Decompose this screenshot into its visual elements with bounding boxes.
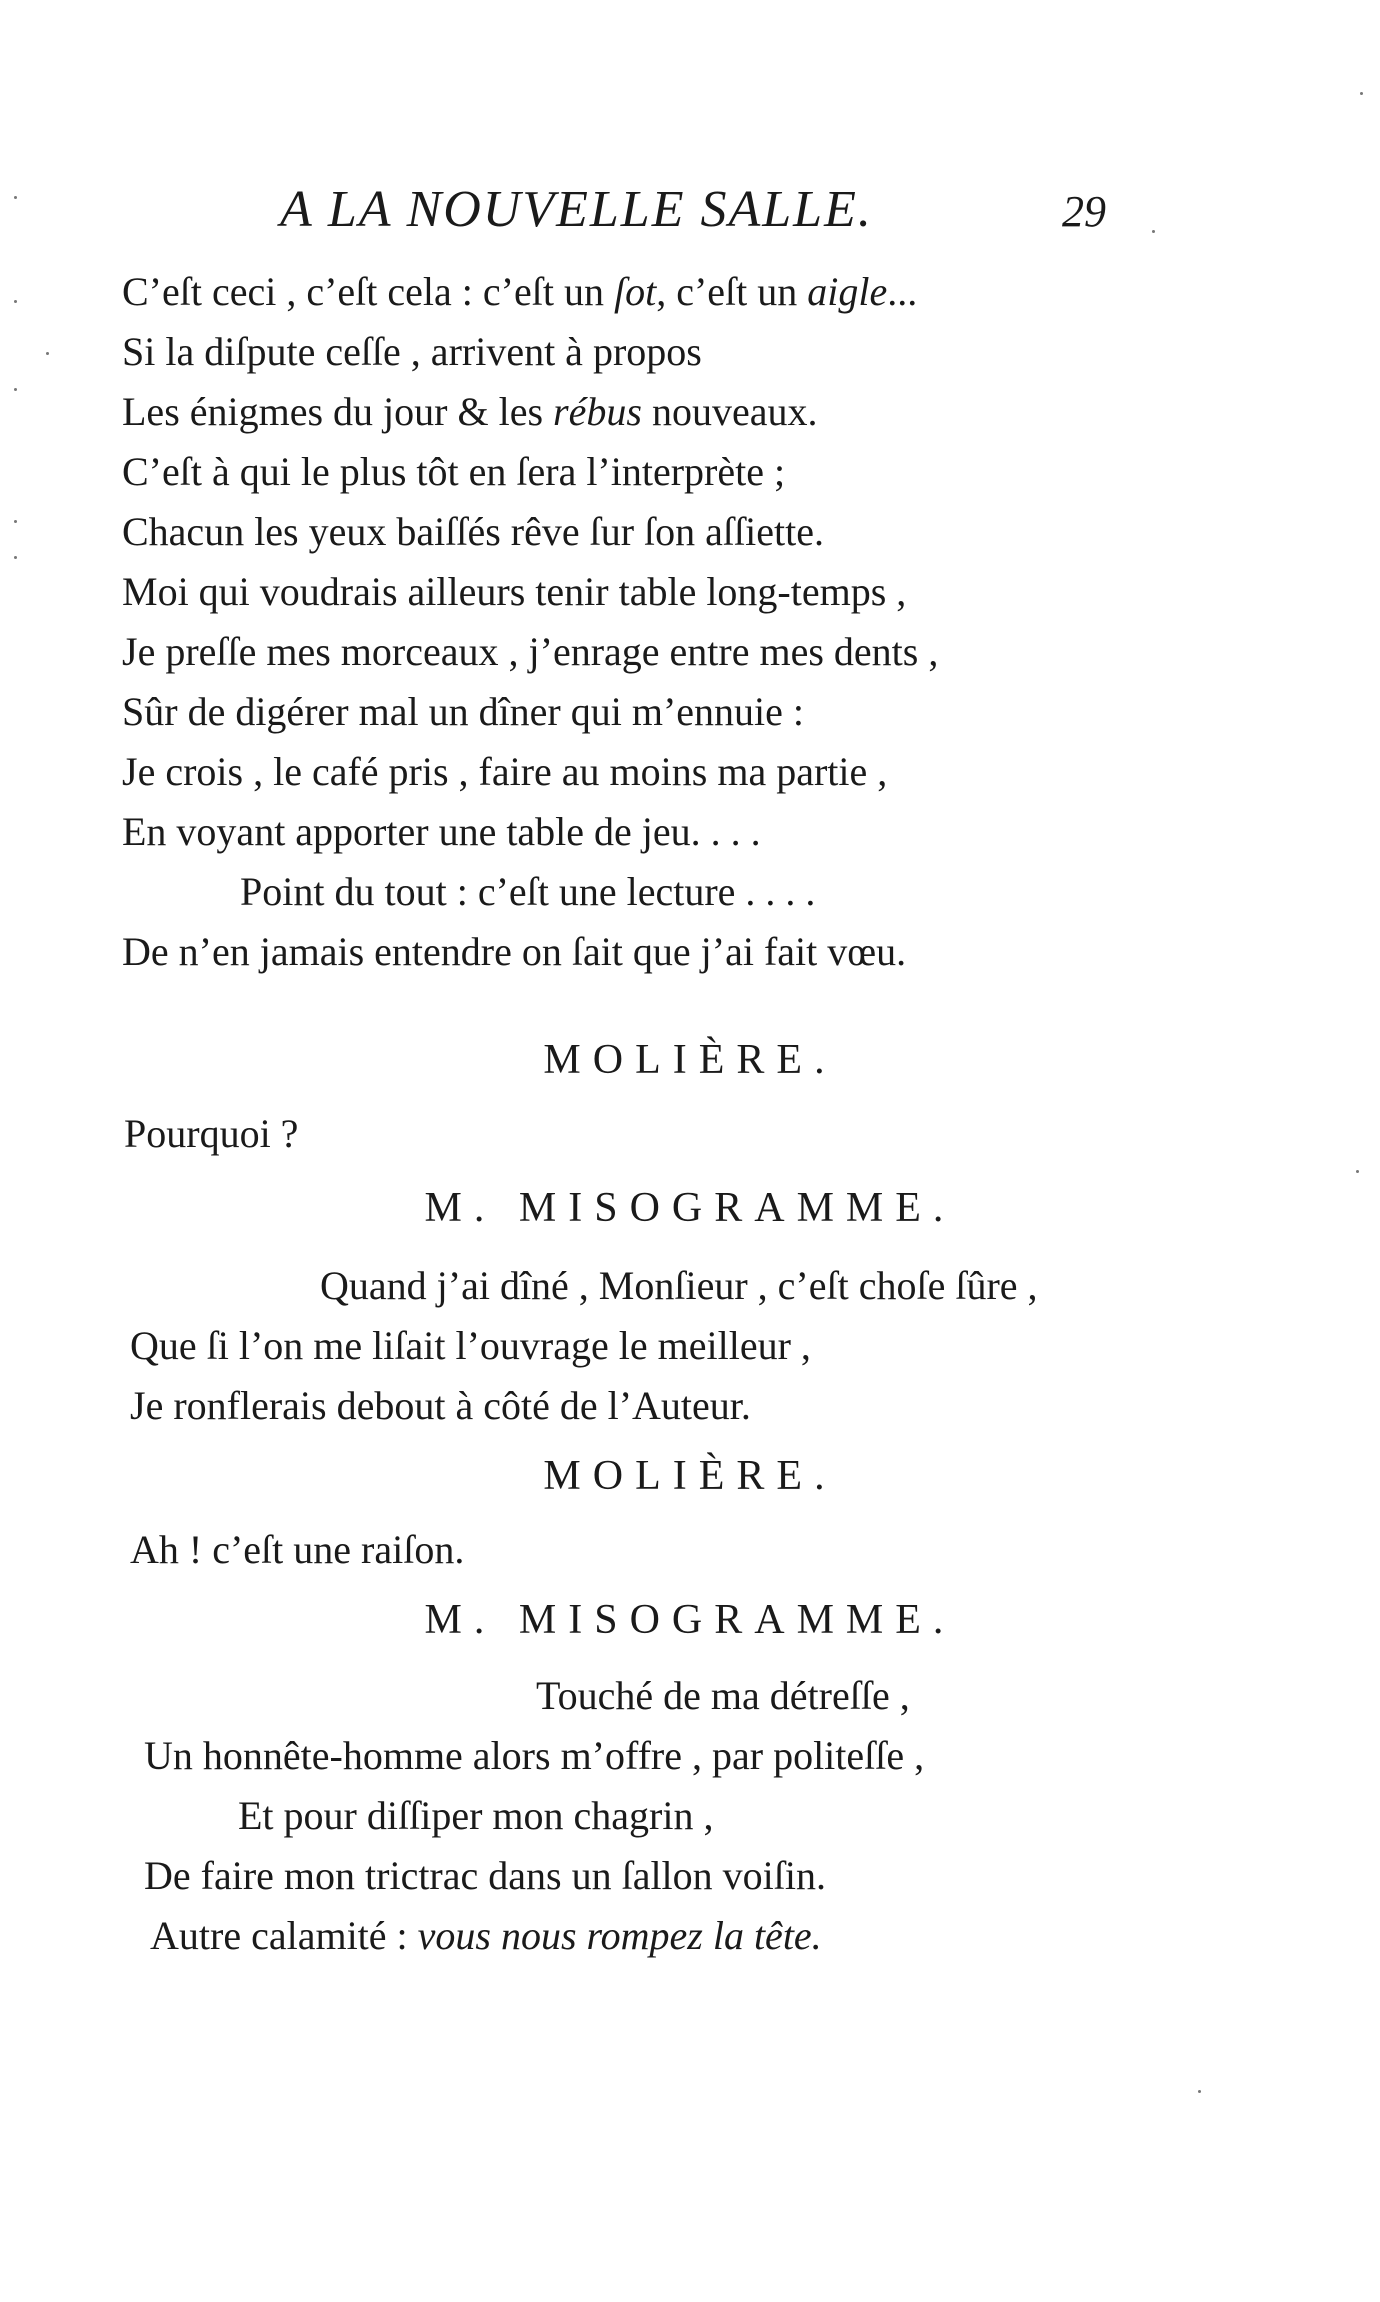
verse-line: De n’en jamais entendre on ſait que j’ai fait vœu. — [122, 929, 907, 974]
verse-line: Quand j’ai dîné , Monſieur , c’eſt choſe ſûre , — [320, 1263, 1038, 1308]
ink-speck — [1360, 92, 1363, 95]
verse-line: Point du tout : c’eſt une lecture . . . . — [240, 869, 816, 914]
speaker-name-moliere: MOLIÈRE. — [543, 1453, 837, 1499]
ink-speck — [14, 556, 17, 559]
verse-line: En voyant apporter une table de jeu. . . . — [122, 809, 761, 854]
ink-speck — [46, 352, 49, 355]
speaker-name-misogramme: M. MISOGRAMME. — [424, 1185, 956, 1231]
verse-line: Je crois , le café pris , faire au moins ma partie , — [122, 749, 888, 794]
ink-speck — [1356, 1170, 1359, 1173]
verse-line: Je ronflerais debout à côté de l’Auteur. — [130, 1383, 751, 1428]
dialogue-line: Ah ! c’eſt une raiſon. — [130, 1527, 465, 1572]
verse-line: Touché de ma détreſſe , — [536, 1673, 910, 1718]
verse-line: C’eſt ceci , c’eſt cela : c’eſt un ſot, c’eſt un aigle... — [122, 269, 918, 314]
verse-line: Les énigmes du jour & les rébus nouveaux. — [122, 389, 818, 434]
verse-line: Un honnête-homme alors m’offre , par politeſſe , — [144, 1733, 925, 1778]
ink-speck — [14, 196, 17, 199]
speaker-name-moliere: MOLIÈRE. — [543, 1037, 837, 1083]
page-number: 29 — [1062, 187, 1106, 236]
verse-line: Que ſi l’on me liſait l’ouvrage le meilleur , — [130, 1323, 811, 1368]
verse-line: Je preſſe mes morceaux , j’enrage entre mes dents , — [122, 629, 939, 674]
dialogue-line: Pourquoi ? — [124, 1111, 299, 1156]
ink-speck — [14, 520, 17, 523]
ink-speck — [14, 300, 17, 303]
ink-speck — [1152, 230, 1155, 233]
running-head — [0, 180, 1380, 244]
verse-line: Si la diſpute ceſſe , arrivent à propos — [122, 329, 702, 374]
ink-speck — [1198, 2090, 1201, 2093]
verse-line: Et pour diſſiper mon chagrin , — [238, 1793, 714, 1838]
ink-speck — [14, 388, 17, 391]
speaker-name-misogramme: M. MISOGRAMME. — [424, 1597, 956, 1643]
verse-line: De faire mon trictrac dans un ſallon voiſin. — [144, 1853, 827, 1898]
verse-line: Moi qui voudrais ailleurs tenir table long-temps , — [122, 569, 907, 614]
verse-line: Sûr de digérer mal un dîner qui m’ennuie : — [122, 689, 805, 734]
verse-line: Autre calamité : vous nous rompez la tête. — [150, 1913, 822, 1958]
verse-line: Chacun les yeux baiſſés rêve ſur ſon aſſiette. — [122, 509, 824, 554]
running-title: A LA NOUVELLE SALLE. — [280, 181, 873, 238]
verse-line: C’eſt à qui le plus tôt en ſera l’interprète ; — [122, 449, 786, 494]
